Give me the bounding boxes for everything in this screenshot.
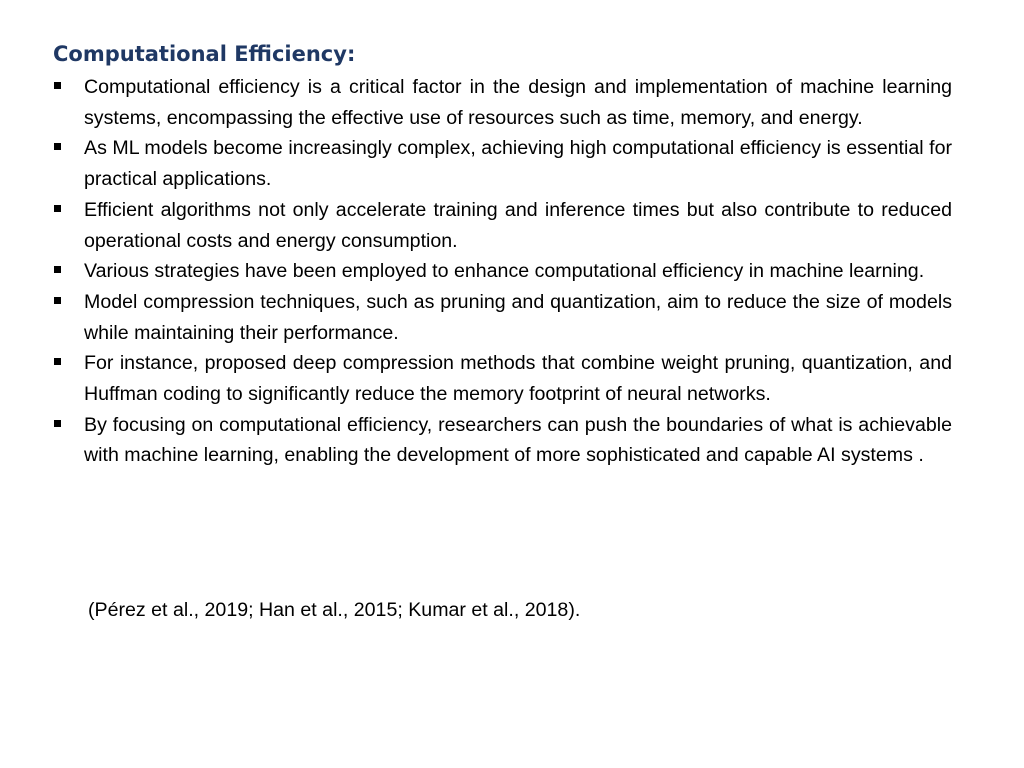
square-bullet-icon [54,82,61,89]
citation: (Pérez et al., 2019; Han et al., 2015; Kumar et al., 2018). [88,599,581,621]
bullet-text: By focusing on computational efficiency, researchers can push the boundaries of what is achievable with machine learning, enabling the development of more sophisticated and capable AI systems . [84,413,952,467]
bullet-text: Model compression techniques, such as pruning and quantization, aim to reduce the size of models while maintaining their performance. [84,290,952,344]
bullet-item [54,133,952,194]
square-bullet-icon [54,358,61,365]
square-bullet-icon [54,205,61,212]
bullet-item [54,195,952,256]
bullet-text: Various strategies have been employed to enhance computational efficiency in machine learning. [84,260,925,283]
bullet-text: Computational efficiency is a critical factor in the design and implementation of machine learning systems, encompassing the effective use of resources such as time, memory, and energy. [84,76,952,129]
bullet-text: As ML models become increasingly complex, achieving high computational efficiency is essential for practical applications. [84,137,952,191]
bullet-text: Efficient algorithms not only accelerate training and inference times but also contribute to reduced operational costs and energy consumption. [84,198,952,252]
bullet-item [54,72,952,133]
bullet-list [54,72,952,471]
bullet-item [54,410,952,471]
square-bullet-icon [54,297,61,304]
square-bullet-icon [54,266,61,273]
bullet-item [54,348,952,409]
bullet-text: For instance, proposed deep compression methods that combine weight pruning, quantization, and Huffman coding to significantly reduce the memory footprint of neural networks. [84,352,952,406]
bullet-item [54,256,952,287]
slide-title: Computational Efficiency: [53,42,356,66]
square-bullet-icon [54,143,61,150]
bullet-item [54,287,952,348]
square-bullet-icon [54,420,61,427]
